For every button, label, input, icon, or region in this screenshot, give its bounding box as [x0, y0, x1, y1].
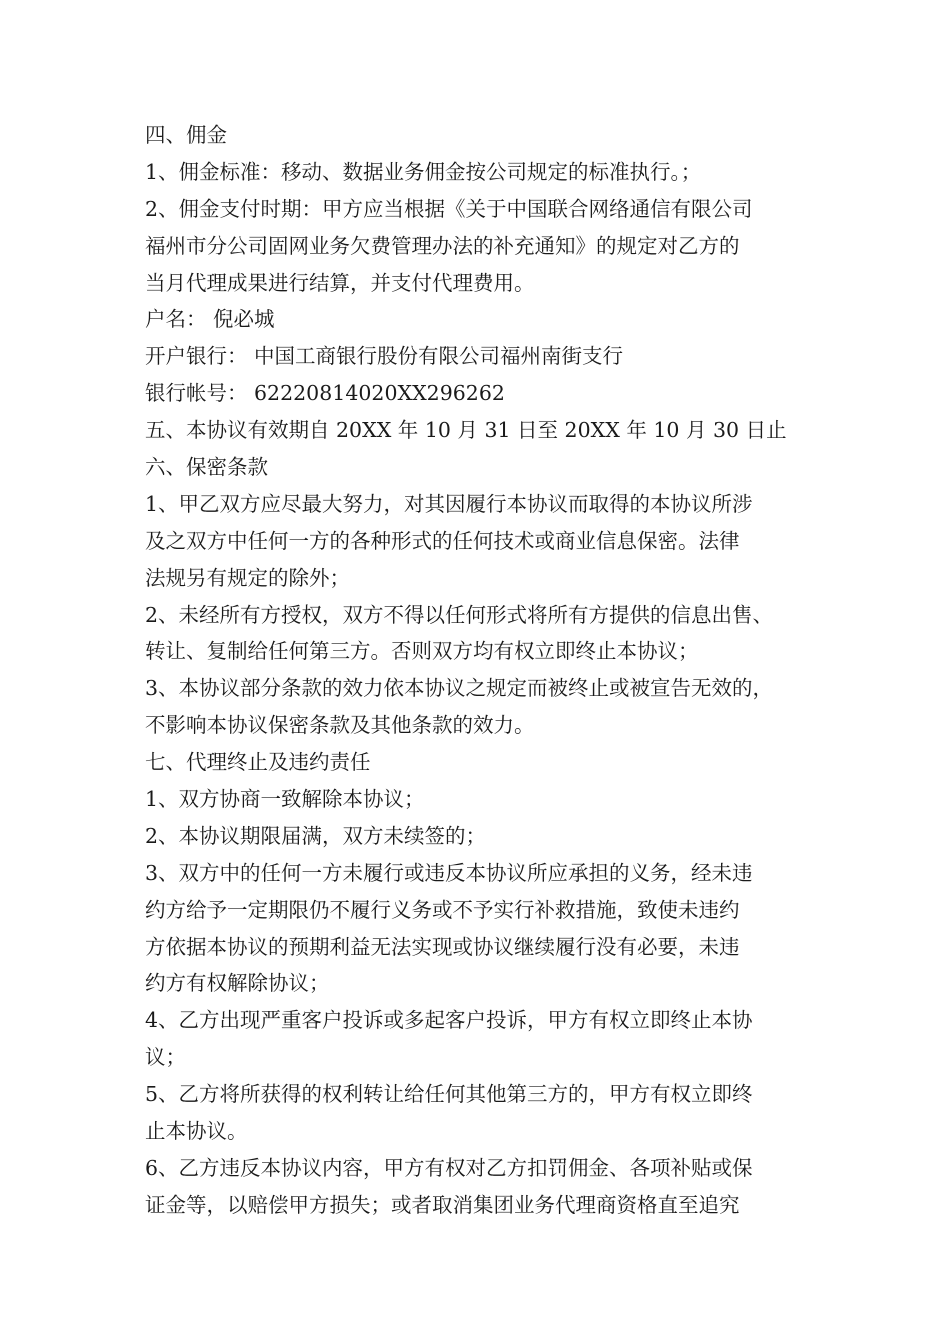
account-name-line: 户名： 倪必城 [145, 307, 275, 332]
paragraph-line: 2、佣金支付时期：甲方应当根据《关于中国联合网络通信有限公司 [145, 196, 753, 221]
paragraph-line: 及之双方中任何一方的各种形式的任何技术或商业信息保密。法律 [145, 528, 740, 553]
section-heading-termination: 七、代理终止及违约责任 [145, 750, 371, 775]
section-heading-validity: 五、本协议有效期自 20XX 年 10 月 31 日至 20XX 年 10 月 30 日止 [145, 418, 787, 443]
paragraph-line: 议； [145, 1045, 186, 1070]
paragraph-line: 当月代理成果进行结算，并支付代理费用。 [145, 270, 535, 295]
paragraph-line: 1、甲乙双方应尽最大努力，对其因履行本协议而取得的本协议所涉 [145, 491, 753, 516]
paragraph-line: 法规另有规定的除外； [145, 565, 350, 590]
paragraph-line: 止本协议。 [145, 1119, 248, 1144]
section-heading-commission: 四、佣金 [145, 123, 227, 147]
paragraph-line: 福州市分公司固网业务欠费管理办法的补充通知》的规定对乙方的 [145, 233, 740, 258]
bank-account-line: 银行帐号： 62220814020XX296262 [145, 381, 505, 406]
paragraph-line: 5、乙方将所获得的权利转让给任何其他第三方的，甲方有权立即终 [145, 1082, 753, 1107]
paragraph-line: 6、乙方违反本协议内容，甲方有权对乙方扣罚佣金、各项补贴或保 [145, 1155, 753, 1180]
bank-name-line: 开户银行： 中国工商银行股份有限公司福州南街支行 [145, 344, 624, 369]
paragraph-line: 不影响本协议保密条款及其他条款的效力。 [145, 713, 535, 738]
document-body [145, 117, 835, 1224]
paragraph-line: 证金等，以赔偿甲方损失；或者取消集团业务代理商资格直至追究 [145, 1192, 740, 1217]
paragraph-line: 1、双方协商一致解除本协议； [145, 787, 425, 812]
paragraph-line: 约方给予一定期限仍不履行义务或不予实行补救措施，致使未违约 [145, 897, 740, 922]
paragraph-line: 3、双方中的任何一方未履行或违反本协议所应承担的义务，经未违 [145, 860, 753, 885]
paragraph-line: 4、乙方出现严重客户投诉或多起客户投诉，甲方有权立即终止本协 [145, 1008, 753, 1033]
paragraph-line: 1、佣金标准：移动、数据业务佣金按公司规定的标准执行。； [145, 159, 702, 184]
paragraph-line: 2、未经所有方授权，双方不得以任何形式将所有方提供的信息出售、 [145, 602, 774, 627]
section-heading-confidentiality: 六、保密条款 [145, 455, 268, 480]
paragraph-line: 3、本协议部分条款的效力依本协议之规定而被终止或被宣告无效的， [145, 676, 774, 701]
paragraph-line: 约方有权解除协议； [145, 971, 330, 996]
paragraph-line: 2、本协议期限届满，双方未续签的； [145, 823, 487, 848]
paragraph-line: 方依据本协议的预期利益无法实现或协议继续履行没有必要，未违 [145, 934, 740, 959]
paragraph-line: 转让、复制给任何第三方。否则双方均有权立即终止本协议； [145, 639, 699, 664]
